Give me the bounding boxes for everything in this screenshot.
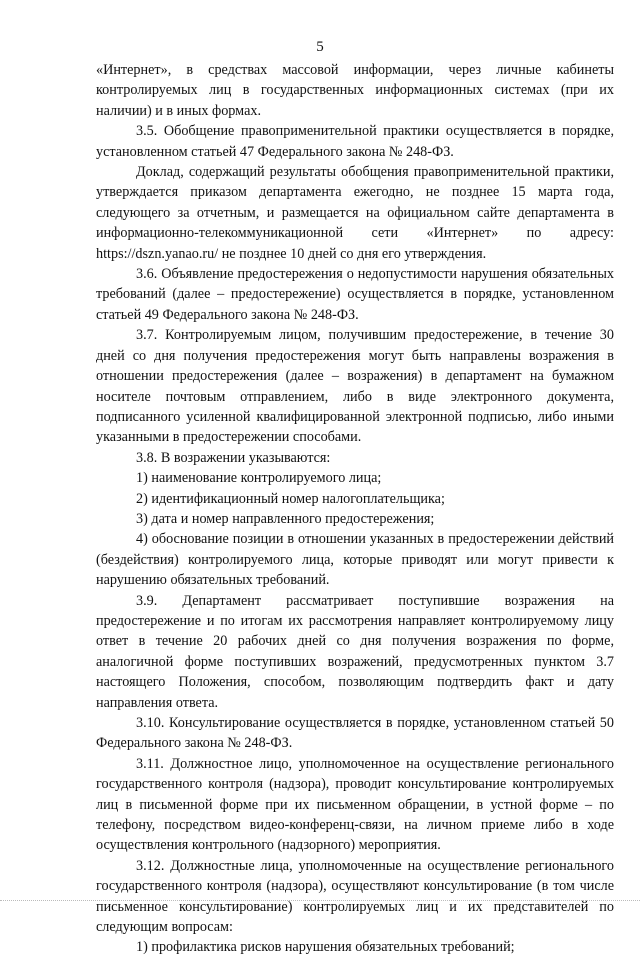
paragraph-3-9: 3.9. Департамент рассматривает поступившие возражения на предостережение и по итогам их рассмотрения направляет контролируемому лицу ответ в течение 20 рабочих дней со дня получения возражения по форме, аналогичной форме поступивших возражений, предусмотренных пунктом 3.7 настоящего Положения, способом, позволяющим подтвердить факт и дату направления ответа. [96, 592, 614, 711]
page-number: 5 [316, 39, 324, 55]
paragraph-3-11: 3.11. Должностное лицо, уполномоченное на осуществление регионального государственного контроля (надзора), проводит консультирование контролируемых лиц в письменной форме при их письменном обращении, в устной форме – по телефону, посредством видео-конференц-связи, на личном приеме либо в ходе осуществления контрольного (надзорного) мероприятия. [96, 755, 614, 854]
scan-edge-divider [0, 900, 640, 905]
list-item: 3) дата и номер направленного предостережения; [136, 510, 435, 527]
paragraph-3-6: 3.6. Объявление предостережения о недопустимости нарушения обязательных требований (далее – предостережение) осуществляется в порядке, установленном статьей 49 Федерального закона № 248-ФЗ. [96, 266, 614, 323]
document-body [96, 60, 614, 958]
paragraph-continuation: «Интернет», в средствах массовой информации, через личные кабинеты контролируемых лиц в государственных информационных системах (при их наличии) и в иных формах. [96, 62, 614, 119]
paragraph-3-8: 3.8. В возражении указываются: [136, 449, 331, 466]
paragraph-3-12: 3.12. Должностные лица, уполномоченные на осуществление регионального государственного контроля (надзора), осуществляют консультирование (в том числе письменное консультирование) контролируемых лиц и их представителей по следующим вопросам: [96, 857, 614, 936]
list-item: 1) профилактика рисков нарушения обязательных требований; [136, 939, 515, 956]
paragraph-3-7: 3.7. Контролируемым лицом, получившим предостережение, в течение 30 дней со дня получения предостережения могут быть направлены возражения в отношении предостережения (далее – возражения) в департамент на бумажном носителе почтовым отправлением, либо в виде электронного документа, подписанного усиленной квалифицированной электронной подписью, либо иными указанными в предостережении способами. [96, 327, 614, 446]
list-item: 2) идентификационный номер налогоплательщика; [136, 490, 445, 507]
list-item: 4) обоснование позиции в отношении указанных в предостережении действий (бездействия) контролируемого лица, которые приводят или могут привести к нарушению обязательных требований. [96, 531, 614, 589]
paragraph-3-5: 3.5. Обобщение правоприменительной практики осуществляется в порядке, установленном статьей 47 Федерального закона № 248-ФЗ. [96, 123, 614, 160]
paragraph-report: Доклад, содержащий результаты обобщения правоприменительной практики, утверждается приказом департамента ежегодно, не позднее 15 марта года, следующего за отчетным, и размещается на официальном сайте департамента в информационно-телекоммуникационной сети «Интернет» по адресу: https://dszn.yanao.ru/ не позднее 10 дней со дня его утверждения. [96, 164, 614, 262]
paragraph-3-10: 3.10. Консультирование осуществляется в порядке, установленном статьей 50 Федерального закона № 248-ФЗ. [96, 715, 614, 752]
list-item: 1) наименование контролируемого лица; [136, 470, 382, 487]
